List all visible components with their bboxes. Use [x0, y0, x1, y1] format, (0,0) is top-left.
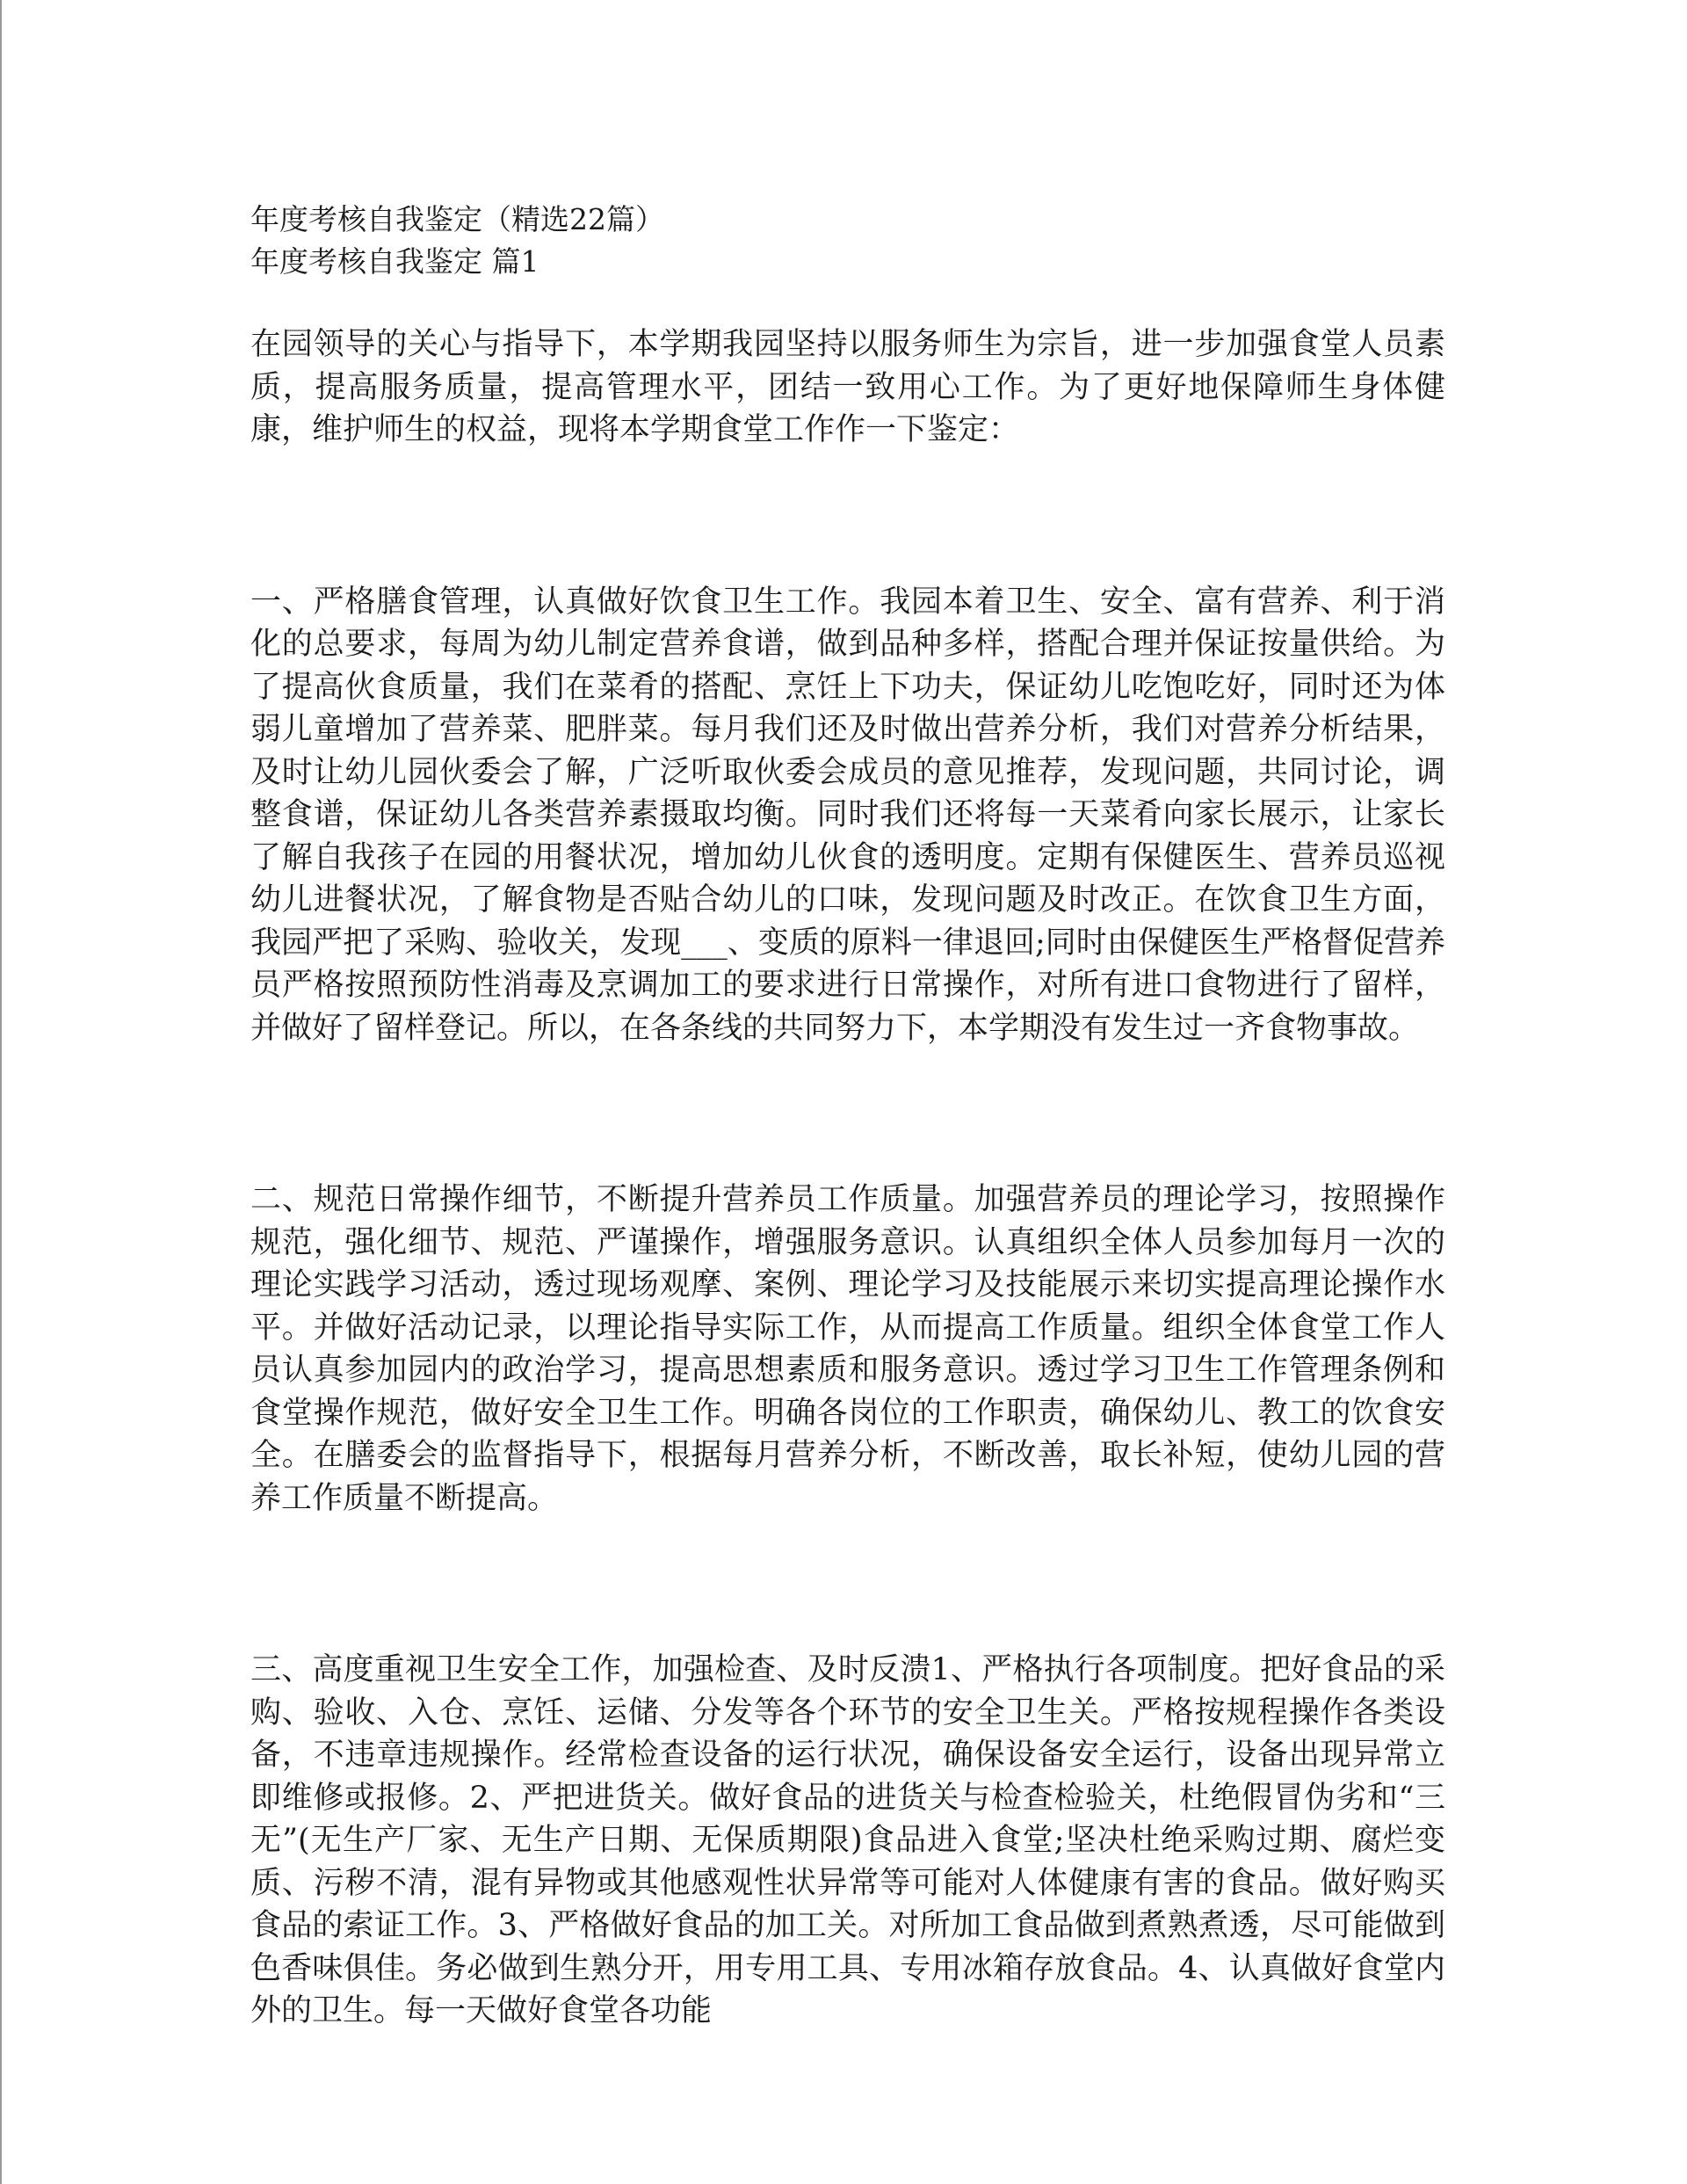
intro-paragraph: 在园领导的关心与指导下，本学期我园坚持以服务师生为宗旨，进一步加强食堂人员素质，提高服务质量，提高管理水平，团结一致用心工作。为了更好地保障师生身体健康，维护师生的权益，现将本学期食堂工作作一下鉴定：: [250, 327, 1445, 447]
section-2-paragraph: 二、规范日常操作细节，不断提升营养员工作质量。加强营养员的理论学习，按照操作规范，强化细节、规范、严谨操作，增强服务意识。认真组织全体人员参加每月一次的理论实践学习活动，透过现场观摩、案例、理论学习及技能展示来切实提高理论操作水平。并做好活动记录，以理论指导实际工作，从而提高工作质量。组织全体食堂工作人员认真参加园内的政治学习，提高思想素质和服务意识。透过学习卫生工作管理条例和食堂操作规范，做好安全卫生工作。明确各岗位的工作职责，确保幼儿、教工的饮食安全。在膳委会的监督指导下，根据每月营养分析，不断改善，取长补短，使幼儿园的营养工作质量不断提高。: [250, 1182, 1445, 1516]
document-body: [250, 199, 1445, 2033]
section-3-paragraph: 三、高度重视卫生安全工作，加强检查、及时反溃1、严格执行各项制度。把好食品的采购、验收、入仓、烹饪、运储、分发等各个环节的安全卫生关。严格按规程操作各类设备，不违章违规操作。经常检查设备的运行状况，确保设备安全运行，设备出现异常立即维修或报修。2、严把进货关。做好食品的进货关与检查检验关，杜绝假冒伪劣和“三无”(无生产厂家、无生产日期、无保质期限)食品进入食堂;坚决杜绝采购过期、腐烂变质、污秽不清，混有异物或其他感观性状异常等可能对人体健康有害的食品。做好购买食品的索证工作。3、严格做好食品的加工关。对所加工食品做到煮熟煮透，尽可能做到色香味俱佳。务必做到生熟分开，用专用工具、专用冰箱存放食品。4、认真做好食堂内外的卫生。每一天做好食堂各功能: [250, 1652, 1445, 2028]
document-title: 年度考核自我鉴定（精选22篇）: [250, 202, 664, 236]
section-1-paragraph: 一、严格膳食管理，认真做好饮食卫生工作。我园本着卫生、安全、富有营养、利于消化的总要求，每周为幼儿制定营养食谱，做到品种多样，搭配合理并保证按量供给。为了提高伙食质量，我们在菜肴的搭配、烹饪上下功夫，保证幼儿吃饱吃好，同时还为体弱儿童增加了营养菜、肥胖菜。每月我们还及时做出营养分析，我们对营养分析结果，及时让幼儿园伙委会了解，广泛听取伙委会成员的意见推荐，发现问题，共同讨论，调整食谱，保证幼儿各类营养素摄取均衡。同时我们还将每一天菜肴向家长展示，让家长了解自我孩子在园的用餐状况，增加幼儿伙食的透明度。定期有保健医生、营养员巡视幼儿进餐状况，了解食物是否贴合幼儿的口味，发现问题及时改正。在饮食卫生方面，我园严把了采购、验收关，发现___、变质的原料一律退回;同时由保健医生严格督促营养员严格按照预防性消毒及烹调加工的要求进行日常操作，对所有进口食物进行了留样，并做好了留样登记。所以，在各条线的共同努力下，本学期没有发生过一齐食物事故。: [250, 584, 1445, 1046]
document-subtitle: 年度考核自我鉴定 篇1: [250, 244, 539, 279]
